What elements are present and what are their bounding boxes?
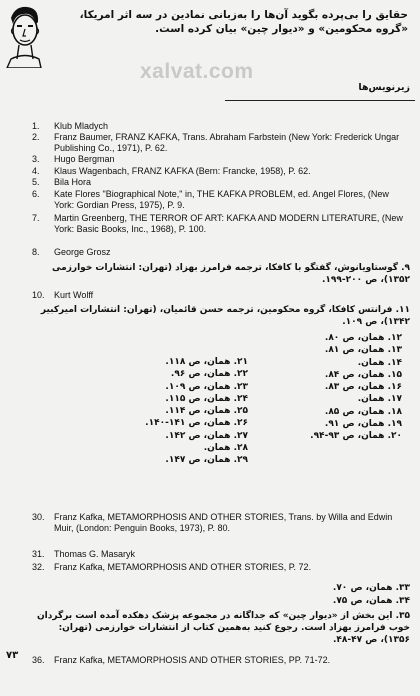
note-item: ۲۱. همان، ص ۱۱۸. bbox=[165, 357, 248, 367]
note-item: 4. Klaus Wagenbach, FRANZ KAFKA (Bern: Francke, 1958), P. 62. bbox=[32, 166, 311, 176]
note-item: ۲۹. همان، ص ۱۴۷. bbox=[165, 455, 248, 466]
note-item: ۲۶. همان، ص ۱۴۱-۱۴۰. bbox=[145, 418, 248, 429]
note-item: ۱۳. همان، ص ۸۱. bbox=[324, 345, 402, 356]
notes-column-right bbox=[272, 332, 402, 443]
note-item: ۱۴. همان. bbox=[357, 357, 402, 368]
author-portrait-image bbox=[3, 4, 43, 68]
note-item: 6. Kate Flores "Biographical Note," in, THE KAFKA PROBLEM, ed. Angel Flores, (New York: Gordian Press, 1975), P. 9. bbox=[32, 189, 389, 210]
notes-column-left bbox=[118, 356, 248, 467]
note-item: 32. Franz Kafka, METAMORPHOSIS AND OTHER STORIES, P. 72. bbox=[32, 562, 312, 572]
note-item: ۱۲. همان، ص ۸۰. bbox=[324, 333, 402, 343]
note-item: 3. Hugo Bergman bbox=[32, 154, 115, 164]
note-item: 5. Bila Hora bbox=[32, 177, 92, 187]
note-34: ۳۴. همان، ص ۷۵. bbox=[332, 596, 410, 606]
note-36: 36. Franz Kafka, METAMORPHOSIS AND OTHER STORIES, PP. 71-72. bbox=[32, 655, 331, 665]
watermark-text: xalvat.com bbox=[140, 60, 254, 83]
footnotes-heading: زیرنویس‌ها bbox=[358, 82, 410, 93]
note-35: ۳۵. این بخش از «دیوار چین» که جداگانه در مجموعه پزشک دهکده آمده است برگردان خوب فرامرز بهزاد است. رجوع کنید به‌همین کتاب از انتشارات خوارزمی (تهران: ۱۳۵۶)، ص ۴۷-۴۸. bbox=[36, 611, 410, 645]
footnotes-divider bbox=[225, 100, 415, 101]
header-paragraph: حقایق را بی‌پرده بگوید آن‌ها را بەزبانی نمادین در سه اثر امریکا، «گروه محکومین» و «دیوار چین» بیان کرده است. bbox=[79, 9, 408, 35]
note-item: ۲۲. همان، ص ۹۶. bbox=[170, 369, 248, 380]
note-item: ۱۹. همان، ص ۹۱. bbox=[324, 419, 402, 430]
note-item: 2. Franz Baumer, FRANZ KAFKA, Trans. Abraham Farbstein (New York: Frederick Ungar Publishing Co., 1971), P. 62. bbox=[32, 132, 400, 153]
note-item: 8. George Grosz bbox=[32, 247, 111, 257]
note-item: ۲۷. همان، ص ۱۴۲. bbox=[165, 430, 248, 441]
note-item: ۲۰. همان، ص ۹۳-۹۴. bbox=[310, 431, 402, 442]
note-item: 1. Klub Mladych bbox=[32, 121, 109, 131]
note-item: ۲۸. همان. bbox=[203, 443, 248, 454]
note-item: ۲۴. همان، ص ۱۱۵. bbox=[165, 393, 248, 404]
note-item: 7. Martin Greenberg, THE TERROR OF ART: KAFKA AND MODERN LITERATURE, (New York: Basic Books, Inc., 1968), P. 100. bbox=[32, 213, 403, 234]
note-item: ۱۵. همان، ص ۸۴. bbox=[324, 369, 402, 380]
note-item: ۱۷. همان. bbox=[357, 394, 402, 405]
note-11: ۱۱. فرانتس کافکا، گروه محکومین، ترجمه حسن قائمیان، (تهران: انتشارات امیرکبیر ۱۳۴۲)، ص ۱۰۹. bbox=[40, 305, 410, 327]
note-10: 10. Kurt Wolff bbox=[32, 290, 94, 300]
note-item: 30. Franz Kafka, METAMORPHOSIS AND OTHER STORIES, Trans. by Willa and Edwin Muir, (London: Penguin Books, 1973), P. 80. bbox=[32, 512, 393, 533]
note-33: ۳۳. همان، ص ۷۰. bbox=[332, 583, 410, 593]
note-item: ۱۶. همان، ص ۸۳. bbox=[324, 382, 402, 393]
note-item: ۱۸. همان، ص ۸۵. bbox=[324, 406, 402, 417]
note-item: ۲۳. همان، ص ۱۰۹. bbox=[165, 381, 248, 392]
note-item: 31. Thomas G. Masaryk bbox=[32, 549, 136, 559]
page-number: ۷۳ bbox=[6, 650, 19, 661]
note-item: ۲۵. همان، ص ۱۱۴. bbox=[165, 406, 248, 417]
note-9: ۹. گوستاویانوش، گفتگو با کافکا، ترجمه فرامرز بهزاد (تهران: انتشارات خوارزمی ۱۳۵۲)، ص ۲۰۰-۱۹۹. bbox=[52, 263, 410, 285]
